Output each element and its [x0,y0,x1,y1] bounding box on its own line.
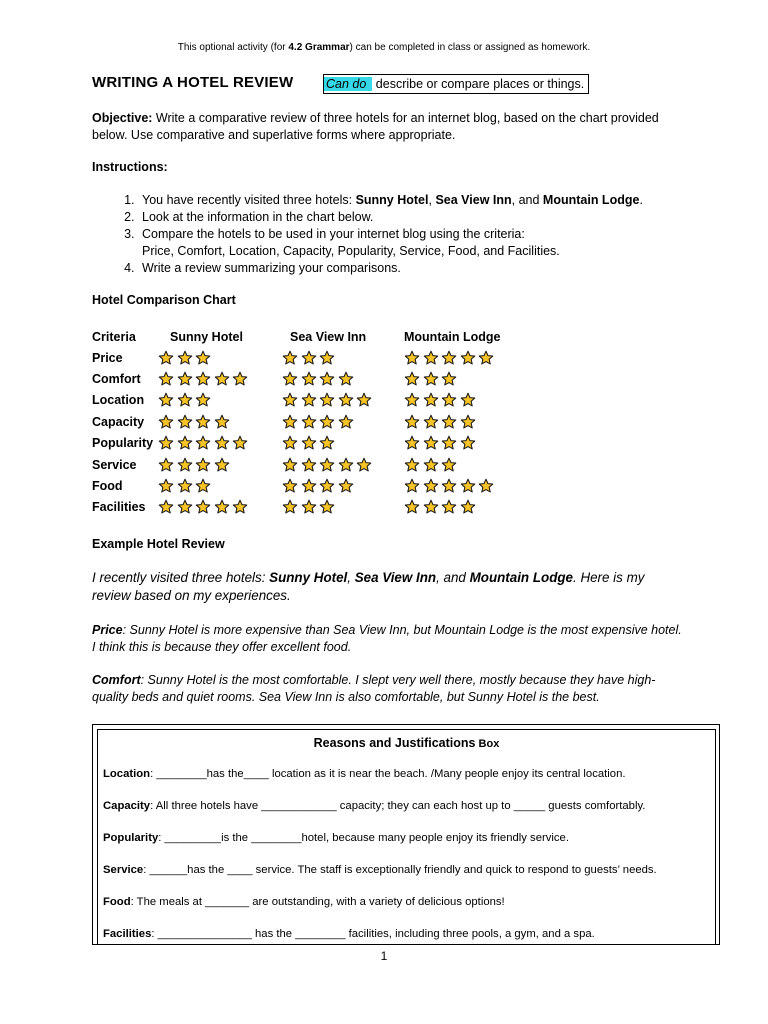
rating-mountain-lodge [404,347,524,368]
can-do-label: Can do [324,77,372,91]
star-icon [214,499,230,515]
rating-sea-view-inn [282,497,404,518]
star-icon [441,435,457,451]
star-icon [195,499,211,515]
reason-line-capacity: Capacity: All three hotels have ____________ capacity; they can each host up to _____ guests comfortably. [103,800,646,812]
star-rating [282,350,338,366]
star-icon [460,499,476,515]
star-icon [319,435,335,451]
rating-sea-view-inn [282,411,404,432]
reason-line-popularity: Popularity: _________is the ________hotel, because many people enjoy its friendly service. [103,832,569,844]
star-rating [404,478,497,494]
star-icon [423,435,439,451]
chart-heading: Hotel Comparison Chart [92,293,236,307]
star-rating [404,499,478,515]
star-icon [301,478,317,494]
chart-row [92,411,524,432]
star-icon [177,371,193,387]
star-icon [460,392,476,408]
criteria-label: Facilities [92,500,146,515]
star-icon [232,435,248,451]
star-icon [404,499,420,515]
star-icon [441,350,457,366]
star-icon [195,414,211,430]
star-icon [158,350,174,366]
col-header-criteria: Criteria [92,329,136,344]
star-rating [158,392,214,408]
star-icon [195,350,211,366]
star-rating [282,435,338,451]
rating-sunny-hotel [158,390,282,411]
instructions-list [92,192,738,277]
note-grammar-ref: 4.2 Grammar [288,42,350,53]
star-icon [319,392,335,408]
star-icon [158,478,174,494]
star-icon [177,457,193,473]
star-icon [195,457,211,473]
review-price-label: Price [92,623,123,637]
star-icon [177,478,193,494]
star-rating [158,457,232,473]
star-icon [460,414,476,430]
star-icon [282,457,298,473]
star-icon [158,392,174,408]
star-icon [404,414,420,430]
star-rating [158,435,251,451]
star-rating [158,499,251,515]
star-icon [158,435,174,451]
star-icon [282,414,298,430]
chart-row [92,390,524,411]
rating-sea-view-inn [282,347,404,368]
star-icon [214,371,230,387]
rating-sea-view-inn [282,475,404,496]
criteria-label: Popularity [92,436,154,451]
star-icon [338,478,354,494]
star-icon [158,371,174,387]
reason-line-food: Food: The meals at _______ are outstanding, with a variety of delicious options! [103,896,505,908]
rating-sunny-hotel [158,497,282,518]
chart-row [92,454,524,475]
criteria-label: Capacity [92,414,145,429]
star-icon [195,392,211,408]
star-icon [423,457,439,473]
star-icon [404,392,420,408]
reasons-box [92,724,720,945]
page-title: WRITING A HOTEL REVIEW [92,74,294,91]
review-price: Price: Sunny Hotel is more expensive than Sea View Inn, but Mountain Lodge is the most expensive hotel. I think this is because they offer excellent food. [92,623,682,654]
star-icon [441,499,457,515]
col-header-mountain-lodge: Mountain Lodge [404,329,501,344]
star-icon [301,392,317,408]
instruction-item: 1. You have recently visited three hotels: Sunny Hotel, Sea View Inn, and Mountain Lodge. [138,192,738,209]
star-rating [404,392,478,408]
col-header-sunny-hotel: Sunny Hotel [170,329,243,344]
chart-header-row [92,326,524,347]
rating-mountain-lodge [404,368,524,389]
star-rating [282,392,375,408]
star-icon [158,499,174,515]
instructions-heading: Instructions: [92,160,168,174]
star-icon [301,435,317,451]
star-icon [404,478,420,494]
star-icon [214,414,230,430]
star-icon [282,371,298,387]
chart-row [92,433,524,454]
star-icon [282,350,298,366]
rating-sunny-hotel [158,411,282,432]
star-icon [441,478,457,494]
review-comfort-label: Comfort [92,673,141,687]
star-icon [177,499,193,515]
rating-sunny-hotel [158,454,282,475]
rating-mountain-lodge [404,497,524,518]
star-rating [158,350,214,366]
rating-mountain-lodge [404,454,524,475]
star-icon [282,478,298,494]
star-icon [404,457,420,473]
star-rating [404,371,460,387]
star-icon [158,414,174,430]
star-icon [301,350,317,366]
star-icon [319,350,335,366]
rating-sea-view-inn [282,390,404,411]
example-heading: Example Hotel Review [92,537,225,551]
star-icon [282,499,298,515]
instruction-item: 4. Write a review summarizing your comparisons. [138,260,738,277]
star-icon [195,371,211,387]
star-rating [158,478,214,494]
star-icon [301,414,317,430]
review-intro: I recently visited three hotels: Sunny Hotel, Sea View Inn, and Mountain Lodge. Here is my review based on my experiences. [92,570,645,603]
note-text-end: ) can be completed in class or assigned as homework. [349,42,591,53]
star-icon [356,392,372,408]
star-icon [423,499,439,515]
star-icon [319,478,335,494]
rating-sea-view-inn [282,368,404,389]
star-icon [195,478,211,494]
star-icon [214,457,230,473]
instruction-item: 3. Compare the hotels to be used in your internet blog using the criteria: Price, Comfort, Location, Capacity, Popularity, Service, Food, and Facilities. [138,226,738,260]
rating-mountain-lodge [404,475,524,496]
rating-sea-view-inn [282,433,404,454]
star-icon [177,414,193,430]
rating-sunny-hotel [158,433,282,454]
star-rating [404,435,478,451]
star-rating [404,414,478,430]
reasons-box-inner [97,729,716,944]
star-rating [282,371,356,387]
chart-row [92,475,524,496]
criteria-label: Food [92,479,123,494]
page-number: 1 [380,949,388,963]
star-icon [301,371,317,387]
activity-note [0,42,768,53]
criteria-label: Location [92,393,145,408]
star-icon [356,457,372,473]
rating-sunny-hotel [158,368,282,389]
chart-row [92,347,524,368]
star-icon [338,457,354,473]
note-text: This optional activity (for [177,42,289,53]
star-icon [423,350,439,366]
star-icon [460,478,476,494]
chart-row [92,497,524,518]
objective [92,110,692,144]
star-icon [478,350,494,366]
star-rating [404,457,460,473]
star-icon [423,478,439,494]
rating-sunny-hotel [158,347,282,368]
can-do-box [323,74,589,94]
star-icon [177,435,193,451]
star-icon [158,457,174,473]
star-icon [319,371,335,387]
rating-sunny-hotel [158,475,282,496]
star-icon [232,499,248,515]
star-icon [338,414,354,430]
star-rating [158,371,251,387]
criteria-label: Price [92,350,123,365]
star-icon [441,371,457,387]
col-header-sea-view-inn: Sea View Inn [290,329,367,344]
rating-mountain-lodge [404,390,524,411]
rating-sea-view-inn [282,454,404,475]
star-icon [423,414,439,430]
star-icon [423,392,439,408]
star-icon [441,392,457,408]
reason-line-location: Location: ________has the____ location as it is near the beach. /Many people enjoy its central location. [103,768,626,780]
criteria-label: Service [92,457,137,472]
reason-line-facilities: Facilities: _______________ has the ________ facilities, including three pools, a gym, and a spa. [103,928,595,940]
star-icon [423,371,439,387]
chart-row [92,368,524,389]
star-icon [319,499,335,515]
criteria-label: Comfort [92,372,141,387]
star-icon [232,371,248,387]
star-icon [460,435,476,451]
reasons-box-title: Reasons and Justifications Box [313,736,500,750]
star-rating [282,478,356,494]
objective-text: Write a comparative review of three hotels for an internet blog, based on the chart provided below. Use comparative and superlative forms where appropriate. [92,111,659,142]
star-icon [177,350,193,366]
star-icon [441,457,457,473]
star-icon [478,478,494,494]
star-rating [158,414,232,430]
star-icon [460,350,476,366]
review-comfort: Comfort: Sunny Hotel is the most comfortable. I slept very well there, mostly because they have high-quality beds and quiet rooms. Sea View Inn is also comfortable, but Sunny Hotel is the best. [92,673,656,704]
star-icon [282,392,298,408]
star-icon [177,392,193,408]
rating-mountain-lodge [404,433,524,454]
star-icon [338,371,354,387]
star-rating [282,414,356,430]
rating-mountain-lodge [404,411,524,432]
star-icon [282,435,298,451]
instruction-item: 2. Look at the information in the chart below. [138,209,738,226]
star-icon [319,457,335,473]
star-icon [441,414,457,430]
star-icon [301,457,317,473]
objective-label: Objective: [92,111,153,125]
star-icon [195,435,211,451]
reason-line-service: Service: ______has the ____ service. The staff is exceptionally friendly and quick to respond to guests’ needs. [103,864,657,876]
star-icon [301,499,317,515]
star-rating [404,350,497,366]
star-rating [282,499,338,515]
star-icon [214,435,230,451]
star-rating [282,457,375,473]
star-icon [404,371,420,387]
hotel-comparison-chart [92,326,524,518]
star-icon [338,392,354,408]
can-do-text: describe or compare places or things. [375,77,585,91]
star-icon [404,435,420,451]
star-icon [319,414,335,430]
star-icon [404,350,420,366]
